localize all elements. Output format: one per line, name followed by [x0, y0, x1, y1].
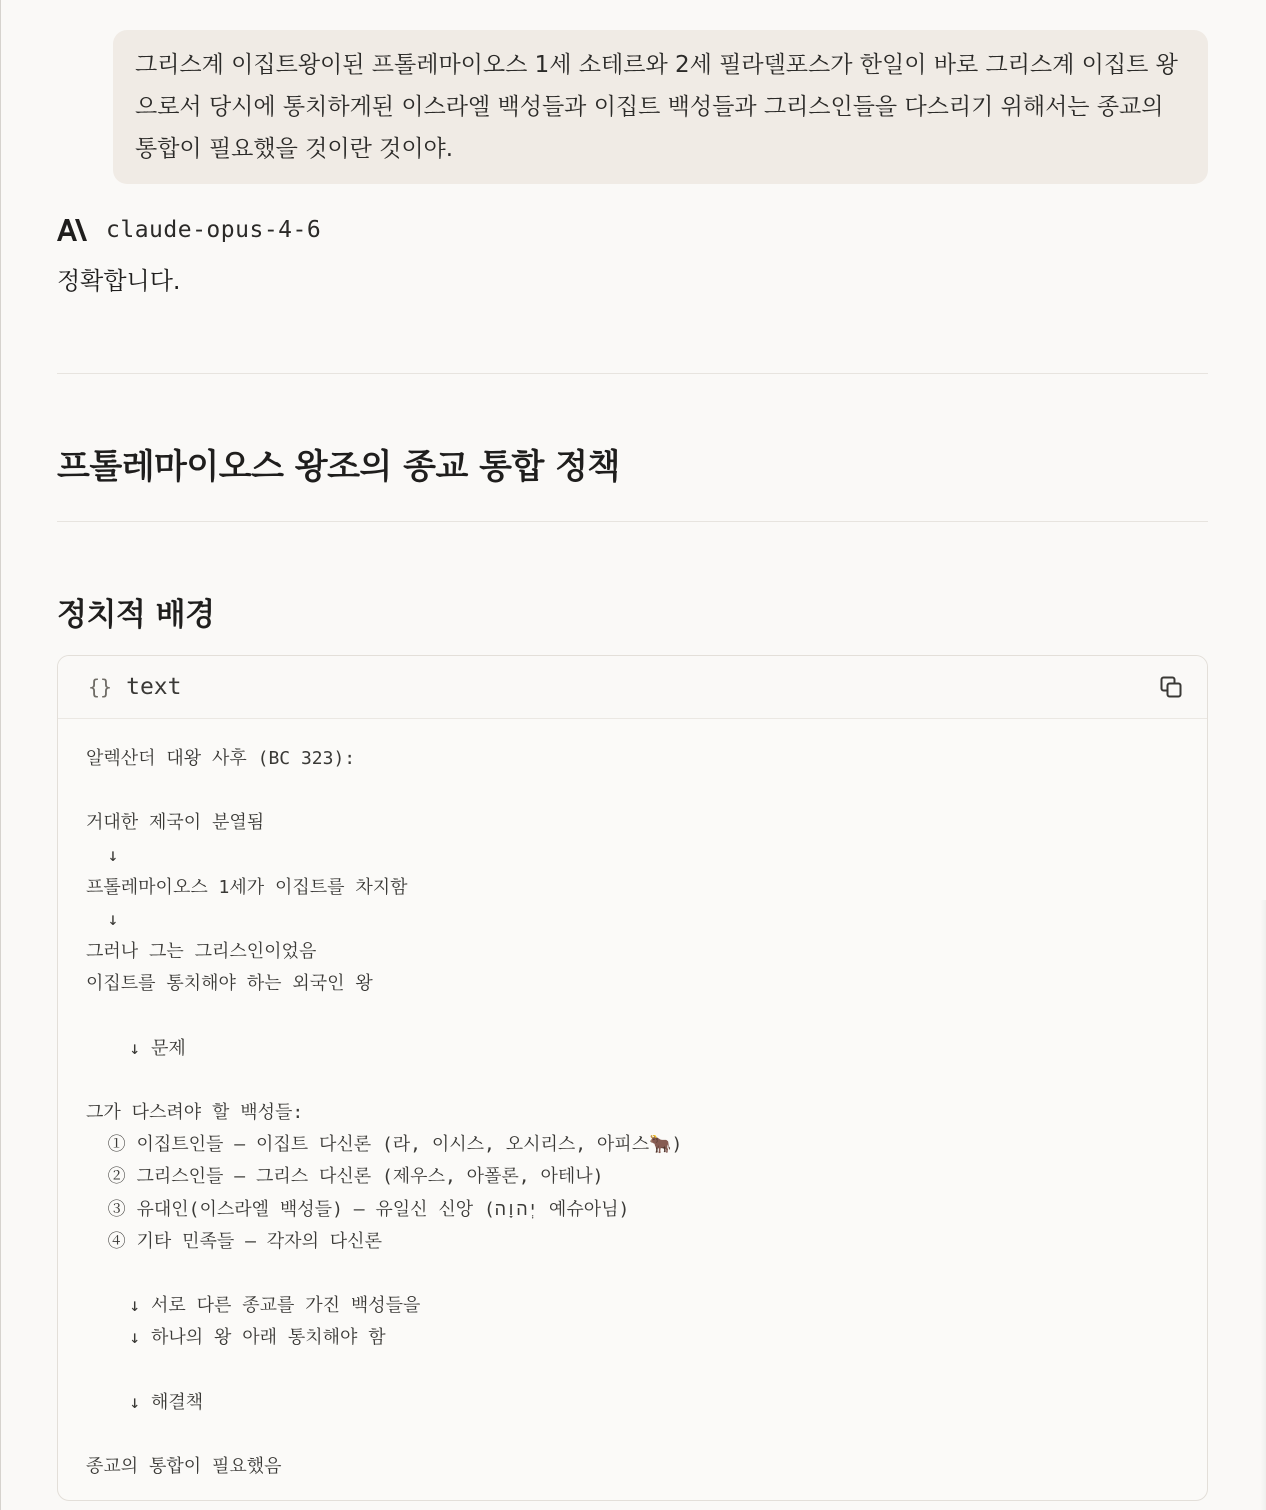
code-line: ↓ — [86, 908, 119, 930]
code-line: ↓ 해결책 — [86, 1391, 204, 1413]
code-line — [86, 1258, 1207, 1290]
reply-first-line: 정확합니다. — [57, 267, 181, 295]
code-line — [86, 1355, 1207, 1387]
code-line: ① 이집트인들 – 이집트 다신론 (라, 이시스, 오시리스, 아피스🐂) — [86, 1134, 683, 1156]
code-block-header — [58, 656, 1207, 719]
model-header — [57, 212, 321, 248]
reply-heading: 프톨레마이오스 왕조의 종교 통합 정책 — [57, 447, 620, 487]
code-line: ↓ 하나의 왕 아래 통치해야 함 — [86, 1327, 386, 1349]
user-message-bubble — [113, 30, 1208, 184]
code-line: 그러나 그는 그리스인이었음 — [86, 941, 317, 963]
copy-icon — [1159, 675, 1183, 699]
scroll-shadow — [1260, 900, 1266, 1510]
user-message-text: 그리스계 이집트왕이된 프톨레마이오스 1세 소테르와 2세 필라델포스가 한일이 바로 그리스계 이집트 왕으로서 당시에 통치하게된 이스라엘 백성들과 이집트 백성들과 그리스인들을 다스리기 위해서는 종교의 통합이 필요했을 것이란 것이야. — [135, 52, 1178, 162]
code-line: 종교의 통합이 필요했음 — [86, 1456, 282, 1478]
code-line: 이집트를 통치해야 하는 외국인 왕 — [86, 973, 373, 995]
window-edge — [0, 0, 1, 1510]
code-line: ② 그리스인들 – 그리스 다신론 (제우스, 아폴론, 아테나) — [86, 1166, 604, 1188]
code-line — [86, 1065, 1207, 1097]
code-line: ↓ 문제 — [86, 1037, 186, 1059]
code-body — [58, 719, 1207, 1483]
code-block — [57, 655, 1208, 1501]
divider — [57, 373, 1208, 374]
code-line: ↓ 서로 다른 종교를 가진 백성들을 — [86, 1295, 421, 1317]
code-language-label — [88, 674, 181, 700]
code-line — [86, 1419, 1207, 1451]
copy-button[interactable] — [1157, 673, 1185, 701]
code-line — [86, 1001, 1207, 1033]
code-line: ③ 유대인(이스라엘 백성들) – 유일신 신앙 (יְהוָה 예슈아님) — [86, 1198, 630, 1220]
code-line: ④ 기타 민족들 – 각자의 다신론 — [86, 1230, 382, 1252]
code-braces-icon: {} — [88, 675, 113, 699]
code-line: 알렉산더 대왕 사후 (BC 323): — [86, 748, 356, 769]
code-line: 그가 다스려야 할 백성들: — [86, 1102, 304, 1124]
code-line: ↓ — [86, 844, 119, 866]
code-line: 거대한 제국이 분열됨 — [86, 812, 265, 834]
reply-subheading: 정치적 배경 — [57, 597, 215, 633]
code-line: 프톨레마이오스 1세가 이집트를 차지함 — [86, 876, 408, 898]
model-name: claude-opus-4-6 — [106, 217, 322, 243]
anthropic-logo-icon — [57, 217, 87, 243]
divider — [57, 521, 1208, 522]
code-language: text — [126, 674, 182, 700]
code-line — [86, 775, 1207, 807]
